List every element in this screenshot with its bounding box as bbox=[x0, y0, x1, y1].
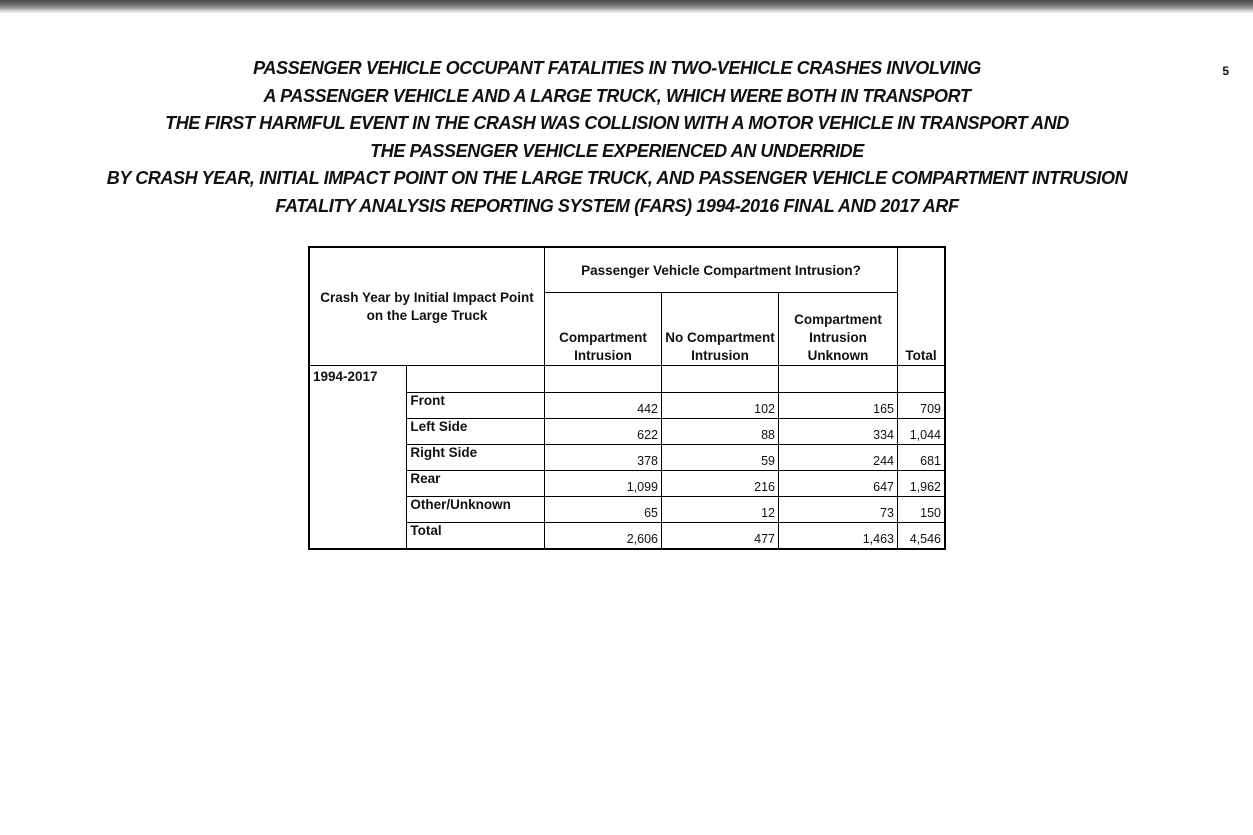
page-number: 5 bbox=[1222, 64, 1229, 78]
table-cell: 12 bbox=[662, 497, 779, 523]
table-cell: 1,463 bbox=[779, 523, 898, 550]
column-header: Compartment Intrusion Unknown bbox=[779, 293, 898, 366]
table-cell: 1,099 bbox=[545, 471, 662, 497]
empty-cell bbox=[407, 366, 545, 393]
table-cell: 1,044 bbox=[898, 419, 946, 445]
table-cell: 59 bbox=[662, 445, 779, 471]
table-cell: 150 bbox=[898, 497, 946, 523]
table-cell: 4,546 bbox=[898, 523, 946, 550]
row-label: Left Side bbox=[407, 419, 545, 445]
table-cell: 244 bbox=[779, 445, 898, 471]
corner-header: Crash Year by Initial Impact Point on the Large Truck bbox=[309, 247, 545, 366]
table-cell: 681 bbox=[898, 445, 946, 471]
fatality-table bbox=[308, 246, 946, 550]
title-line: THE FIRST HARMFUL EVENT IN THE CRASH WAS COLLISION WITH A MOTOR VEHICLE IN TRANSPORT AND bbox=[165, 113, 1069, 133]
row-label: Front bbox=[407, 393, 545, 419]
title-line: A PASSENGER VEHICLE AND A LARGE TRUCK, WHICH WERE BOTH IN TRANSPORT bbox=[263, 85, 971, 106]
table-cell: 88 bbox=[662, 419, 779, 445]
empty-cell bbox=[779, 366, 898, 393]
report-title bbox=[0, 55, 1234, 220]
empty-cell bbox=[898, 366, 946, 393]
year-label: 1994-2017 bbox=[309, 366, 407, 550]
title-line: THE PASSENGER VEHICLE EXPERIENCED AN UNDERRIDE bbox=[370, 140, 864, 161]
year-row bbox=[309, 366, 945, 393]
table-cell: 622 bbox=[545, 419, 662, 445]
title-line: BY CRASH YEAR, INITIAL IMPACT POINT ON THE LARGE TRUCK, AND PASSENGER VEHICLE COMPARTMENT INTRUSION bbox=[106, 168, 1128, 188]
column-header: No Compartment Intrusion bbox=[662, 293, 779, 366]
column-header-total: Total bbox=[898, 247, 946, 366]
table-cell: 647 bbox=[779, 471, 898, 497]
table-cell: 216 bbox=[662, 471, 779, 497]
row-label: Total bbox=[407, 523, 545, 550]
table-cell: 102 bbox=[662, 393, 779, 419]
table-cell: 477 bbox=[662, 523, 779, 550]
table-cell: 334 bbox=[779, 419, 898, 445]
row-label: Rear bbox=[407, 471, 545, 497]
row-label: Other/Unknown bbox=[407, 497, 545, 523]
empty-cell bbox=[662, 366, 779, 393]
scan-edge bbox=[0, 0, 1253, 14]
table-cell: 165 bbox=[779, 393, 898, 419]
title-line: FATALITY ANALYSIS REPORTING SYSTEM (FARS) 1994-2016 FINAL AND 2017 ARF bbox=[275, 195, 959, 216]
table-header-row bbox=[309, 247, 945, 293]
table-cell: 2,606 bbox=[545, 523, 662, 550]
table-cell: 709 bbox=[898, 393, 946, 419]
empty-cell bbox=[545, 366, 662, 393]
table-cell: 65 bbox=[545, 497, 662, 523]
row-label: Right Side bbox=[407, 445, 545, 471]
title-line: PASSENGER VEHICLE OCCUPANT FATALITIES IN TWO-VEHICLE CRASHES INVOLVING bbox=[253, 58, 981, 78]
group-header: Passenger Vehicle Compartment Intrusion? bbox=[545, 247, 898, 293]
table-cell: 442 bbox=[545, 393, 662, 419]
table-cell: 1,962 bbox=[898, 471, 946, 497]
table-cell: 378 bbox=[545, 445, 662, 471]
table-cell: 73 bbox=[779, 497, 898, 523]
column-header: Compartment Intrusion bbox=[545, 293, 662, 366]
